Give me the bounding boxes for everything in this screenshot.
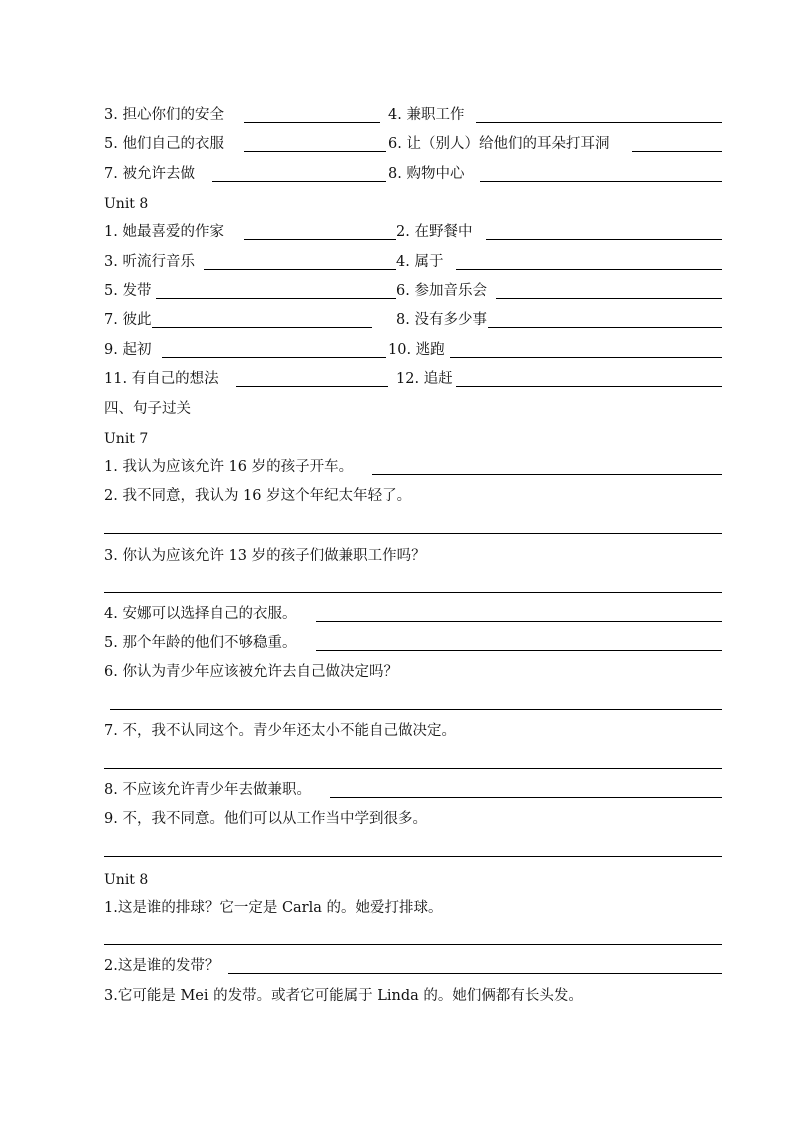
answer-line[interactable]	[104, 533, 722, 534]
unit8-phrases-heading: Unit 8	[104, 196, 149, 212]
phrase-item: 3. 听流行音乐	[104, 254, 195, 270]
answer-blank[interactable]	[244, 239, 396, 240]
phrase-row-5-6	[0, 134, 794, 154]
phrase-item: 6. 让（别人）给他们的耳朵打耳洞	[388, 136, 610, 152]
answer-blank[interactable]	[162, 357, 386, 358]
sentence-row	[0, 780, 794, 800]
answer-line[interactable]	[104, 768, 722, 769]
phrase-item: 8. 购物中心	[388, 166, 465, 182]
answer-blank[interactable]	[316, 621, 722, 622]
answer-blank[interactable]	[316, 650, 722, 651]
answer-blank[interactable]	[486, 239, 722, 240]
sentence-row	[0, 486, 794, 506]
sentence-prompt: 7. 不，我不认同这个。青少年还太小不能自己做决定。	[104, 723, 456, 739]
answer-line[interactable]	[104, 856, 722, 857]
phrase-item: 8. 没有多少事	[396, 312, 487, 328]
phrase-item: 7. 彼此	[104, 312, 152, 328]
answer-blank[interactable]	[496, 298, 722, 299]
answer-blank[interactable]	[480, 181, 722, 182]
sentence-row	[0, 898, 794, 918]
sentence-prompt: 2. 我不同意，我认为 16 岁这个年纪太年轻了。	[104, 488, 412, 504]
sentence-prompt: 2.这是谁的发带？	[104, 958, 220, 974]
sentence-row	[0, 721, 794, 741]
phrase-item: 5. 他们自己的衣服	[104, 136, 224, 152]
sentence-prompt: 1.这是谁的排球？它一定是 Carla 的。她爱打排球。	[104, 900, 443, 916]
answer-blank[interactable]	[476, 122, 722, 123]
sentence-prompt: 5. 那个年龄的他们不够稳重。	[104, 635, 297, 651]
answer-blank[interactable]	[456, 386, 722, 387]
sentence-prompt: 8. 不应该允许青少年去做兼职。	[104, 782, 311, 798]
answer-blank[interactable]	[244, 151, 386, 152]
phrase-row-9-10	[0, 340, 794, 360]
sentence-row	[0, 457, 794, 477]
section-title: 四、句子过关	[104, 401, 191, 417]
phrase-item: 7. 被允许去做	[104, 166, 195, 182]
answer-blank[interactable]	[212, 181, 386, 182]
sentence-row	[0, 604, 794, 624]
answer-blank[interactable]	[330, 797, 722, 798]
sentence-prompt: 3. 你认为应该允许 13 岁的孩子们做兼职工作吗？	[104, 548, 426, 564]
answer-blank[interactable]	[372, 474, 722, 475]
answer-blank[interactable]	[488, 327, 722, 328]
phrase-row-5-6	[0, 281, 794, 301]
sentence-row	[0, 633, 794, 653]
answer-blank[interactable]	[236, 386, 388, 387]
answer-line[interactable]	[104, 592, 722, 593]
answer-line[interactable]	[110, 709, 722, 710]
phrase-item: 11. 有自己的想法	[104, 371, 219, 387]
phrase-item: 9. 起初	[104, 342, 152, 358]
sentence-prompt: 9. 不，我不同意。他们可以从工作当中学到很多。	[104, 811, 427, 827]
sentence-row	[0, 986, 794, 1006]
sentence-row	[0, 809, 794, 829]
unit8-sentences-heading: Unit 8	[104, 872, 149, 888]
sentence-row	[0, 662, 794, 682]
phrase-item: 4. 属于	[396, 254, 444, 270]
phrase-row-3-4	[0, 252, 794, 272]
phrase-item: 1. 她最喜爱的作家	[104, 224, 224, 240]
answer-blank[interactable]	[228, 973, 722, 974]
answer-blank[interactable]	[450, 357, 722, 358]
phrase-row-7-8	[0, 164, 794, 184]
phrase-row-7-8	[0, 310, 794, 330]
sentence-prompt: 6. 你认为青少年应该被允许去自己做决定吗？	[104, 664, 398, 680]
sentence-prompt: 3.它可能是 Mei 的发带。或者它可能属于 Linda 的。她们俩都有长头发。	[104, 988, 583, 1004]
phrase-row-1-2	[0, 222, 794, 242]
sentence-prompt: 4. 安娜可以选择自己的衣服。	[104, 606, 297, 622]
answer-blank[interactable]	[152, 327, 372, 328]
sentence-row	[0, 546, 794, 566]
answer-blank[interactable]	[632, 151, 722, 152]
phrase-row-11-12	[0, 369, 794, 389]
sentence-prompt: 1. 我认为应该允许 16 岁的孩子开车。	[104, 459, 354, 475]
phrase-item: 3. 担心你们的安全	[104, 107, 224, 123]
unit7-sentences-heading: Unit 7	[104, 431, 149, 447]
phrase-item: 2. 在野餐中	[396, 224, 473, 240]
answer-blank[interactable]	[204, 269, 396, 270]
sentence-row	[0, 956, 794, 976]
phrase-item: 4. 兼职工作	[388, 107, 465, 123]
answer-line[interactable]	[104, 944, 722, 945]
phrase-item: 5. 发带	[104, 283, 152, 299]
answer-blank[interactable]	[244, 122, 380, 123]
phrase-item: 10. 逃跑	[388, 342, 445, 358]
phrase-item: 12. 追赶	[396, 371, 453, 387]
phrase-item: 6. 参加音乐会	[396, 283, 487, 299]
phrase-row-3-4	[0, 105, 794, 125]
answer-blank[interactable]	[456, 269, 722, 270]
answer-blank[interactable]	[156, 298, 396, 299]
